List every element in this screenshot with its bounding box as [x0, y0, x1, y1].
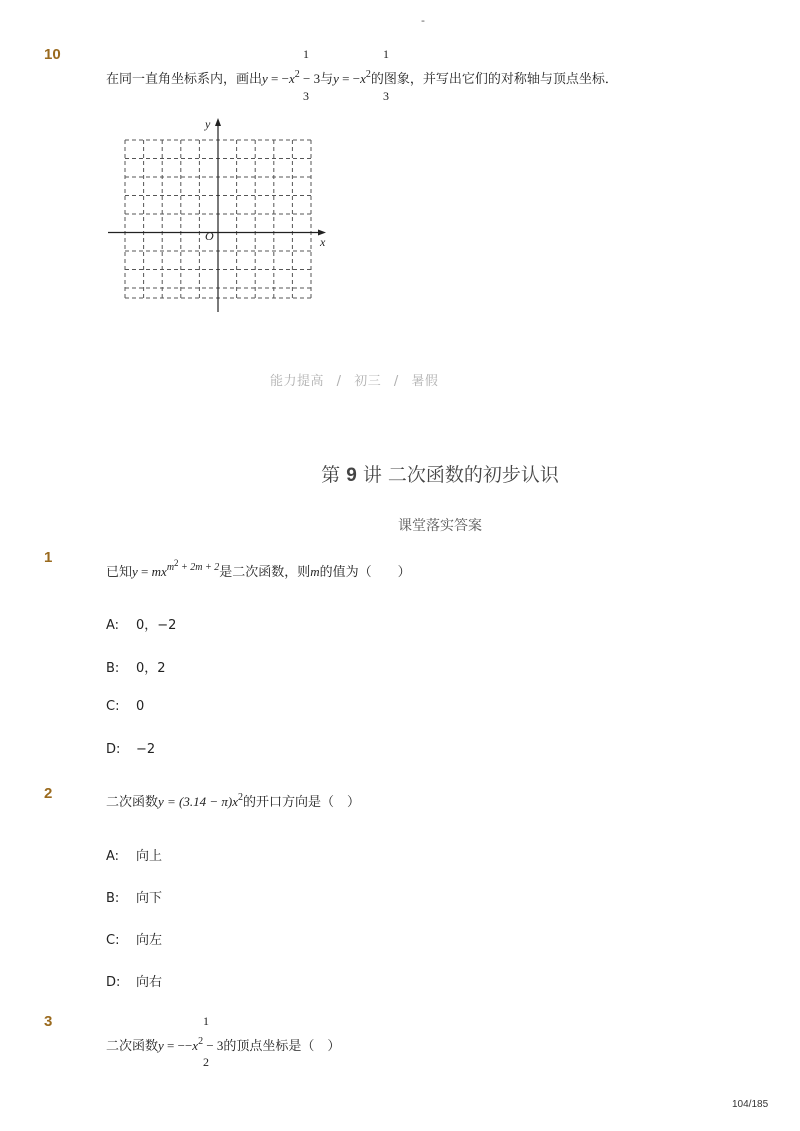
option-value: 0，−2 [136, 618, 177, 633]
q10-frac1-denominator: 3 [303, 89, 309, 103]
course-tag-sep: / [393, 374, 399, 389]
coordinate-grid [104, 112, 334, 316]
q1-var-m: m [310, 564, 320, 579]
q1-option-c[interactable] [106, 699, 144, 714]
q10-question-text [106, 68, 618, 87]
option-value: 0，2 [136, 661, 166, 676]
question-number-2: 2 [44, 785, 53, 802]
q1-eq-y: y [132, 564, 138, 579]
q2-option-b[interactable] [106, 887, 162, 906]
q2-text-pre: 二次函数 [106, 795, 159, 810]
q1-option-a[interactable] [106, 614, 176, 633]
page-number: 104/185 [732, 1099, 769, 1110]
section-subtitle: 课堂落实答案 [398, 518, 482, 534]
course-tag-grade: 初三 [354, 374, 382, 389]
option-label: B: [106, 661, 120, 676]
q3-question-text [106, 1035, 340, 1054]
q1-text-pre: 已知 [106, 565, 133, 580]
option-value: −2 [136, 742, 156, 757]
course-tag-term: 暑假 [411, 374, 439, 389]
course-tag-level: 能力提高 [270, 374, 325, 389]
q2-option-a[interactable] [106, 845, 162, 864]
course-tag-sep: / [336, 374, 342, 389]
option-label: A: [106, 849, 120, 864]
q1-question-text [106, 558, 411, 580]
q1-eq-sup-2: 2 [174, 558, 179, 568]
q10-frac2-denominator: 3 [383, 89, 389, 103]
option-label: A: [106, 618, 120, 633]
q1-eq-mx: mx [151, 564, 167, 579]
y-axis-arrow-icon [215, 118, 221, 126]
q10-eq2-lhs: y [333, 71, 339, 86]
y-axis-label: y [205, 117, 211, 131]
q10-eq1-eq: = − [267, 71, 289, 86]
option-label: D: [106, 742, 121, 757]
q1-eq-sup-m: m [166, 562, 175, 573]
q1-option-d[interactable] [106, 742, 155, 757]
q2-text-post: 的开口方向是（ ） [243, 795, 361, 810]
option-value: 向上 [136, 849, 163, 864]
q10-text-pre: 在同一直角坐标系内，画出 [106, 72, 263, 87]
q3-text-pre: 二次函数 [106, 1039, 159, 1054]
q3-frac-numerator: 1 [203, 1014, 209, 1028]
q10-eq1-x: x [288, 71, 295, 86]
option-label: D: [106, 975, 121, 990]
q3-eq-tail: − 3 [203, 1038, 224, 1053]
q3-eq-y: y [158, 1038, 164, 1053]
q3-frac-denominator: 2 [203, 1055, 209, 1069]
origin-label: O [205, 229, 214, 243]
lecture-number: 9 [346, 465, 357, 486]
q1-eq-eq: = [137, 564, 152, 579]
option-label: C: [106, 933, 120, 948]
x-axis-label: x [320, 235, 326, 249]
question-number-3: 3 [44, 1013, 53, 1030]
q10-eq1-lhs: y [262, 71, 268, 86]
q3-eq-sup: 2 [198, 1036, 204, 1047]
q3-eq-x: x [192, 1038, 199, 1053]
q2-option-c[interactable] [106, 929, 162, 948]
q10-eq2-sup: 2 [365, 69, 371, 80]
q1-text-end: 的值为（ ） [319, 565, 411, 580]
q2-eq-sup: 2 [238, 792, 244, 803]
option-label: C: [106, 699, 120, 714]
q1-text-post: 是二次函数，则 [219, 565, 311, 580]
q10-frac2-numerator: 1 [383, 47, 389, 61]
q10-eq2-eq: = − [338, 71, 361, 86]
q10-text-post: 的图象，并写出它们的对称轴与顶点坐标． [370, 72, 618, 87]
question-number-1: 1 [44, 549, 53, 566]
option-value: 向右 [136, 975, 163, 990]
lecture-title [0, 460, 800, 487]
q10-eq2-x: x [360, 71, 366, 86]
option-value: 向左 [136, 933, 163, 948]
q10-eq1-tail: − 3 [299, 71, 321, 86]
q2-eq: y = (3.14 − π)x [158, 794, 239, 809]
question-number-10: 10 [44, 46, 61, 63]
q10-frac1-numerator: 1 [303, 47, 309, 61]
course-tag [270, 370, 438, 389]
q1-option-b[interactable] [106, 657, 166, 676]
option-value: 0 [136, 699, 145, 714]
q3-eq-eq: = −− [163, 1038, 193, 1053]
option-label: B: [106, 891, 120, 906]
q10-eq1-sup: 2 [294, 69, 300, 80]
header-dash: - [421, 14, 425, 27]
q10-connector: 与 [320, 72, 334, 87]
lecture-prefix: 第 [321, 464, 341, 486]
lecture-suffix: 讲 二次函数的初步认识 [362, 464, 559, 486]
q2-question-text [106, 791, 360, 810]
option-value: 向下 [136, 891, 163, 906]
q3-text-post: 的顶点坐标是（ ） [223, 1039, 341, 1054]
q2-option-d[interactable] [106, 971, 162, 990]
q1-eq-sup-tail: + 2m + 2 [178, 562, 220, 573]
